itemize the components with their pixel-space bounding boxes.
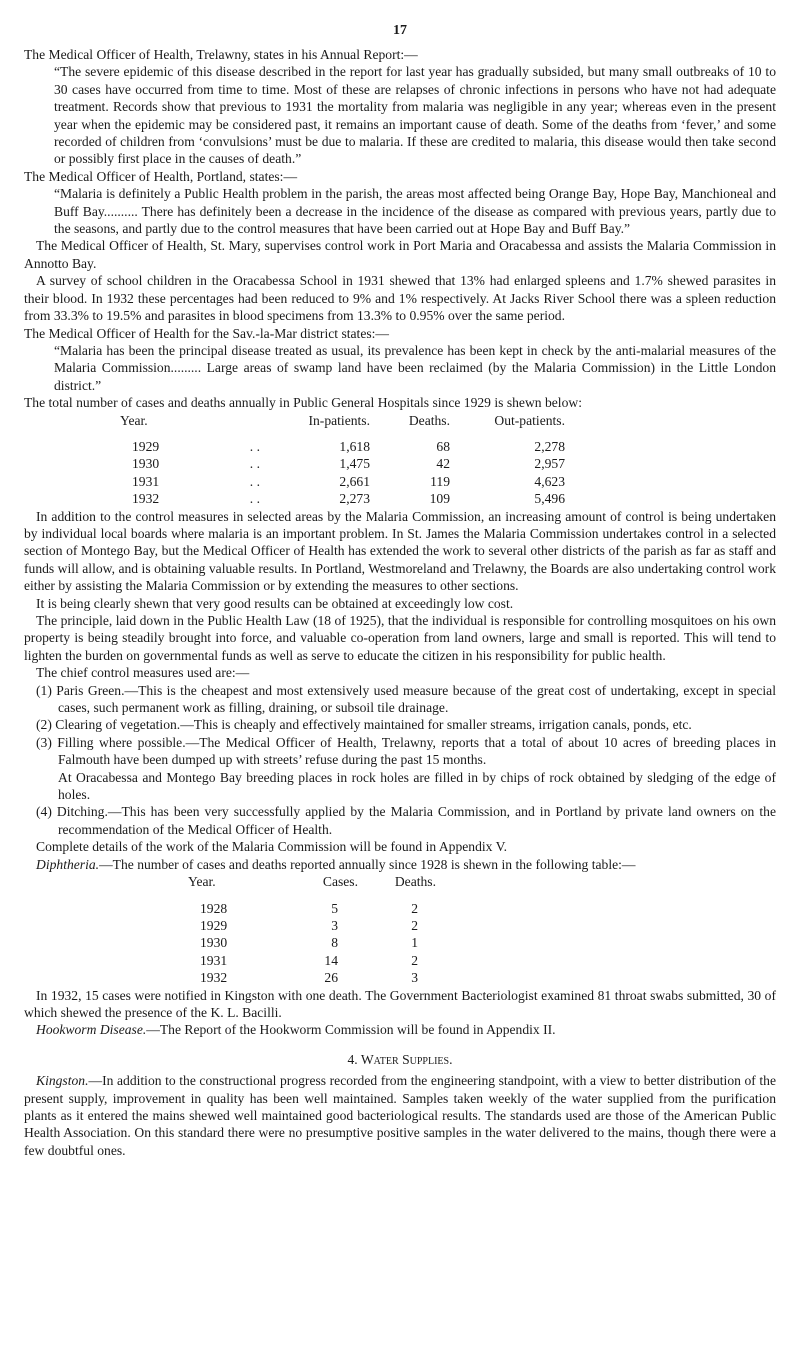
hookworm-text: —The Report of the Hookworm Commission will be found in Appendix II. xyxy=(146,1022,556,1038)
low-cost-paragraph: It is being clearly shewn that very good results can be obtained at exceedingly low cost. xyxy=(36,595,514,611)
measure-item: (3) Filling where possible.—The Medical Officer of Health, Trelawny, reports that a total of about 10 acres of breeding places in Falmouth have been dumped up with streets’ refuse during the past 15 months. xyxy=(36,734,776,768)
col-in-patients: In-patients. xyxy=(308,412,370,428)
appendix-v-note: Complete details of the work of the Malaria Commission will be found in Appendix V. xyxy=(36,839,508,855)
col-year: Year. xyxy=(120,412,148,428)
diphtheria-table xyxy=(188,873,436,986)
page-body xyxy=(24,46,776,1159)
hospital-cases-table xyxy=(120,412,565,508)
table-row: 1930 . . 1,475 42 2,957 xyxy=(132,456,565,472)
principle-paragraph: The principle, laid down in the Public Health Law (18 of 1925), that the individual is responsible for controlling mosquitoes on his own property is being steadily brought into force, and valuable co-operation from land owners, large and small is reported. This will tend to lighten the burden on governmental funds as well as serve to educate the citizen in his responsibility for public health. xyxy=(24,613,776,663)
portland-quote: “Malaria is definitely a Public Health problem in the parish, the areas most affected being Orange Bay, Hope Bay, Manchioneal and Buff Bay.......... There has definitely been a decrease in the incidence of the disease as compared with previous years, partly due to the seasons, and partly due to the control measures that have been carried out at Hope Bay and Buff Bay.” xyxy=(54,186,776,237)
st-mary-paragraph: The Medical Officer of Health, St. Mary, supervises control work in Port Maria and Oracabessa and assists the Malaria Commission in Annotto Bay. xyxy=(24,238,776,271)
measure-item: (4) Ditching.—This has been very successfully applied by the Malaria Commission, and in Portland by private land owners on the recommendation of the Medical Officer of Health. xyxy=(36,804,776,837)
sav-la-mar-intro: The Medical Officer of Health for the Sav.-la-Mar district states:— xyxy=(24,325,390,341)
table-row: 1931 . . 2,661 119 4,623 xyxy=(132,473,565,489)
diphtheria-paragraph xyxy=(24,856,776,873)
kingston-water-paragraph xyxy=(24,1072,776,1159)
table-header-row xyxy=(188,873,436,890)
sav-la-mar-quote: “Malaria has been the principal disease treated as usual, its prevalence has been kept in check by the anti-malarial measures of the Malaria Commission......... Large areas of swamp land have been reclaimed (by the Malaria Commission) in the Little London district.” xyxy=(54,342,776,393)
diphtheria-label: Diphtheria. xyxy=(36,856,100,872)
local-boards-paragraph: In addition to the control measures in selected areas by the Malaria Commission, an increasing amount of control is being undertaken by individual local boards where malaria is an important problem. In St. James the Malaria Commission undertakes control in a selected section of Montego Bay, but the Medical Officer of Health has extended the work to several other districts of the parish as far as staff and funds will allow, and is obtaining valuable results. In Portland, Westmoreland and Trelawny, the Boards are also undertaking control work either by assisting the Malaria Commission or by extending the measures to other sections. xyxy=(24,508,776,594)
section-heading: 4. Water Supplies. xyxy=(347,1051,453,1067)
measure-item: (2) Clearing of vegetation.—This is cheaply and effectively maintained for smaller streams, irrigation canals, ponds, etc. xyxy=(36,717,692,733)
diphtheria-text: —The number of cases and deaths reported annually since 1928 is shewn in the following table:— xyxy=(99,856,636,872)
measure-item: (1) Paris Green.—This is the cheapest and most extensively used measure because of the great cost of undertaking, except in special cases, such permanent work as filling, draining, or subsoil tile drainage. xyxy=(36,682,776,716)
measure-item-continuation: At Oracabessa and Montego Bay breeding places in rock holes are filled in by chips of rock obtained by sledging of the edge of holes. xyxy=(58,769,776,803)
table-row: 1932 . . 2,273 109 5,496 xyxy=(132,491,565,507)
col-year: Year. xyxy=(188,874,216,890)
table-row: 1932 26 3 xyxy=(200,970,418,986)
col-deaths: Deaths. xyxy=(394,874,436,890)
table-row: 1929 3 2 xyxy=(200,917,418,933)
col-deaths: Deaths. xyxy=(408,412,450,428)
kingston-diphtheria-paragraph: In 1932, 15 cases were notified in Kingston with one death. The Government Bacteriologist examined 81 throat swabs submitted, 30 of which shewed the presence of the K. L. Bacilli. xyxy=(24,987,776,1020)
trelawny-quote: “The severe epidemic of this disease described in the report for last year has gradually subsided, but many small outbreaks of 10 to 30 cases have occurred from time to time. Most of these are relapses of chronic infections in persons who have not had adequate treatment. Records show that previous to 1931 the mortality from malaria was negligible in any year; whereas even in the present year when the epidemic may be considered past, it remains an important cause of death. Some of the deaths from ‘fever,’ and some recorded of children from ‘convulsions’ must be due to malaria. If these are credited to malaria, this disease would then take second or possibly first place in the causes of death.” xyxy=(54,64,776,167)
portland-intro: The Medical Officer of Health, Portland, states:— xyxy=(24,168,298,184)
table-header-row xyxy=(120,412,565,429)
school-survey-paragraph: A survey of school children in the Oracabessa School in 1931 shewed that 13% had enlarged spleens and 1.7% shewed parasites in their blood. In 1932 these percentages had been reduced to 9% and 1% respectively. At Jacks River School there was a spleen reduction from 33.3% to 19.5% and parasites in blood specimens from 13.3% to 0.95% over the same period. xyxy=(24,273,776,324)
kingston-label: Kingston. xyxy=(36,1073,89,1089)
kingston-text: —In addition to the constructional progress recorded from the engineering standpoint, with a view to better distribution of the present supply, improvement in quality has been well maintained. Samples taken weekly of the water supplied from the purification plants as it entered the mains shewed well maintained good bacteriological results. The standards used are those of the American Public Health Association. On this standard there were no presumptive positive samples in the water delivered to the mains, though there were a few doubtful ones. xyxy=(24,1073,776,1158)
col-cases: Cases. xyxy=(322,874,358,890)
trelawny-intro: The Medical Officer of Health, Trelawny, states in his Annual Report:— xyxy=(24,47,418,62)
table-row: 1928 5 2 xyxy=(200,900,418,916)
col-out-patients: Out-patients. xyxy=(494,412,565,428)
table-row: 1929 . . 1,618 68 2,278 xyxy=(132,438,565,454)
table-row: 1930 8 1 xyxy=(200,935,418,951)
hookworm-label: Hookworm Disease. xyxy=(36,1022,147,1038)
page-number: 17 xyxy=(393,23,407,38)
hospitals-intro: The total number of cases and deaths annually in Public General Hospitals since 1929 is shewn below: xyxy=(24,395,582,411)
hookworm-paragraph xyxy=(24,1021,776,1038)
table-row: 1931 14 2 xyxy=(200,952,418,968)
control-measures-intro: The chief control measures used are:— xyxy=(36,665,250,681)
